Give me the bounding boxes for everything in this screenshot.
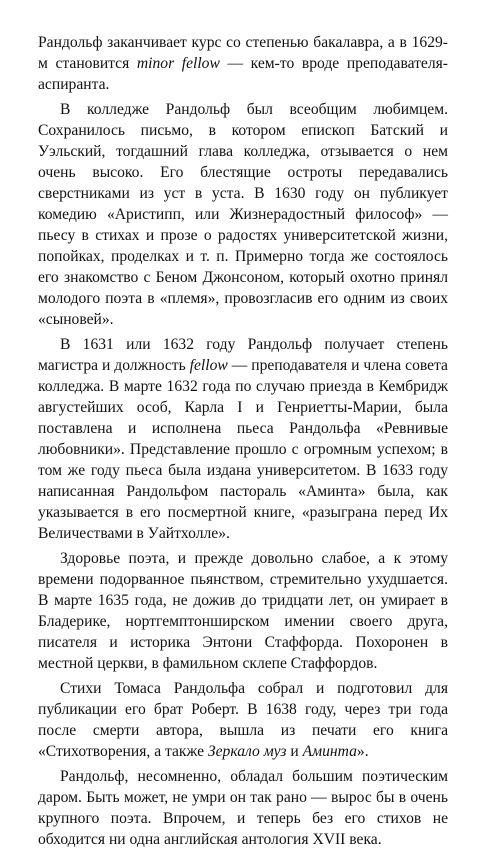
- paragraph: [38, 334, 448, 544]
- italic-text: fellow: [189, 357, 228, 374]
- text-segment: — преподавателя и члена совета колледжа. В марте 1632 года по случаю приезда в Кембридж августейших особ, Карла I и Генриетты-Марии, была поставлена и исполнена пьеса Рандольфа «Ревнивые любовники». Представление прошло с огромным успехом; в том же году пьеса была издана университетом. В 1633 году написанная Рандольфом пастораль «Аминта» была, как указывается в его посмертной книге, «разыграна перед Их Величествами в Уайтхолле».: [38, 357, 448, 542]
- text-segment: — кем-то вроде преподавателя-аспиранта.: [38, 55, 448, 93]
- paragraph: [38, 99, 448, 330]
- text-segment: В колледже Рандольф был всеобщим любимцем. Сохранилось письмо, в котором епископ Батский и Уэльский, тогдашний глава колледжа, отзывается о нем очень высоко. Его блестящие остроты передавались сверстниками из уст в уста. В 1630 году он публикует комедию «Аристипп, или Жизнерадостный философ» — пьесу в стихах и прозе о радостях университетской жизни, попойках, проделках и т. п. Примерно тогда же состоялось его знакомство с Беном Джонсоном, который охотно принял молодого поэта в «племя», провозгласив его одним из своих «сыновей».: [38, 101, 448, 328]
- italic-text: minor fellow: [136, 55, 220, 72]
- italic-text: Зеркало муз: [207, 743, 287, 760]
- text-segment: Здоровье поэта, и прежде довольно слабое, а к этому времени подорванное пьянством, стремительно ухудшается. В марте 1635 года, не дожив до тридцати лет, он умирает в Бладерике, нортгемптонширском имении своего друга, писателя и историка Энтони Стаффорда. Похоронен в местной церкви, в фамильном склепе Стаффордов.: [38, 550, 448, 672]
- paragraph: [38, 548, 448, 674]
- paragraph: [38, 678, 448, 762]
- text-segment: В 1631 или 1632 году Рандольф получает степень магистра и должность: [38, 336, 448, 374]
- paragraph: [38, 766, 448, 850]
- italic-text: Аминта: [302, 743, 357, 760]
- text-segment: Стихи Томаса Рандольфа собрал и подготовил для публикации его брат Роберт. В 1638 году, через три года после смерти автора, вышла из печати его книга «Стихотворения, а также: [38, 680, 448, 760]
- text-segment: Рандольф, несомненно, обладал большим поэтическим даром. Быть может, не умри он так рано — вырос бы в очень крупного поэта. Впрочем, и теперь без его стихов не обходится ни одна английская антология XVII века.: [38, 768, 448, 848]
- text-segment: ».: [356, 743, 369, 760]
- text-segment: Рандольф заканчивает курс со степенью бакалавра, а в 1629-м становится: [38, 34, 448, 72]
- page-text: [38, 32, 448, 850]
- text-segment: и: [286, 743, 303, 760]
- paragraph: [38, 32, 448, 95]
